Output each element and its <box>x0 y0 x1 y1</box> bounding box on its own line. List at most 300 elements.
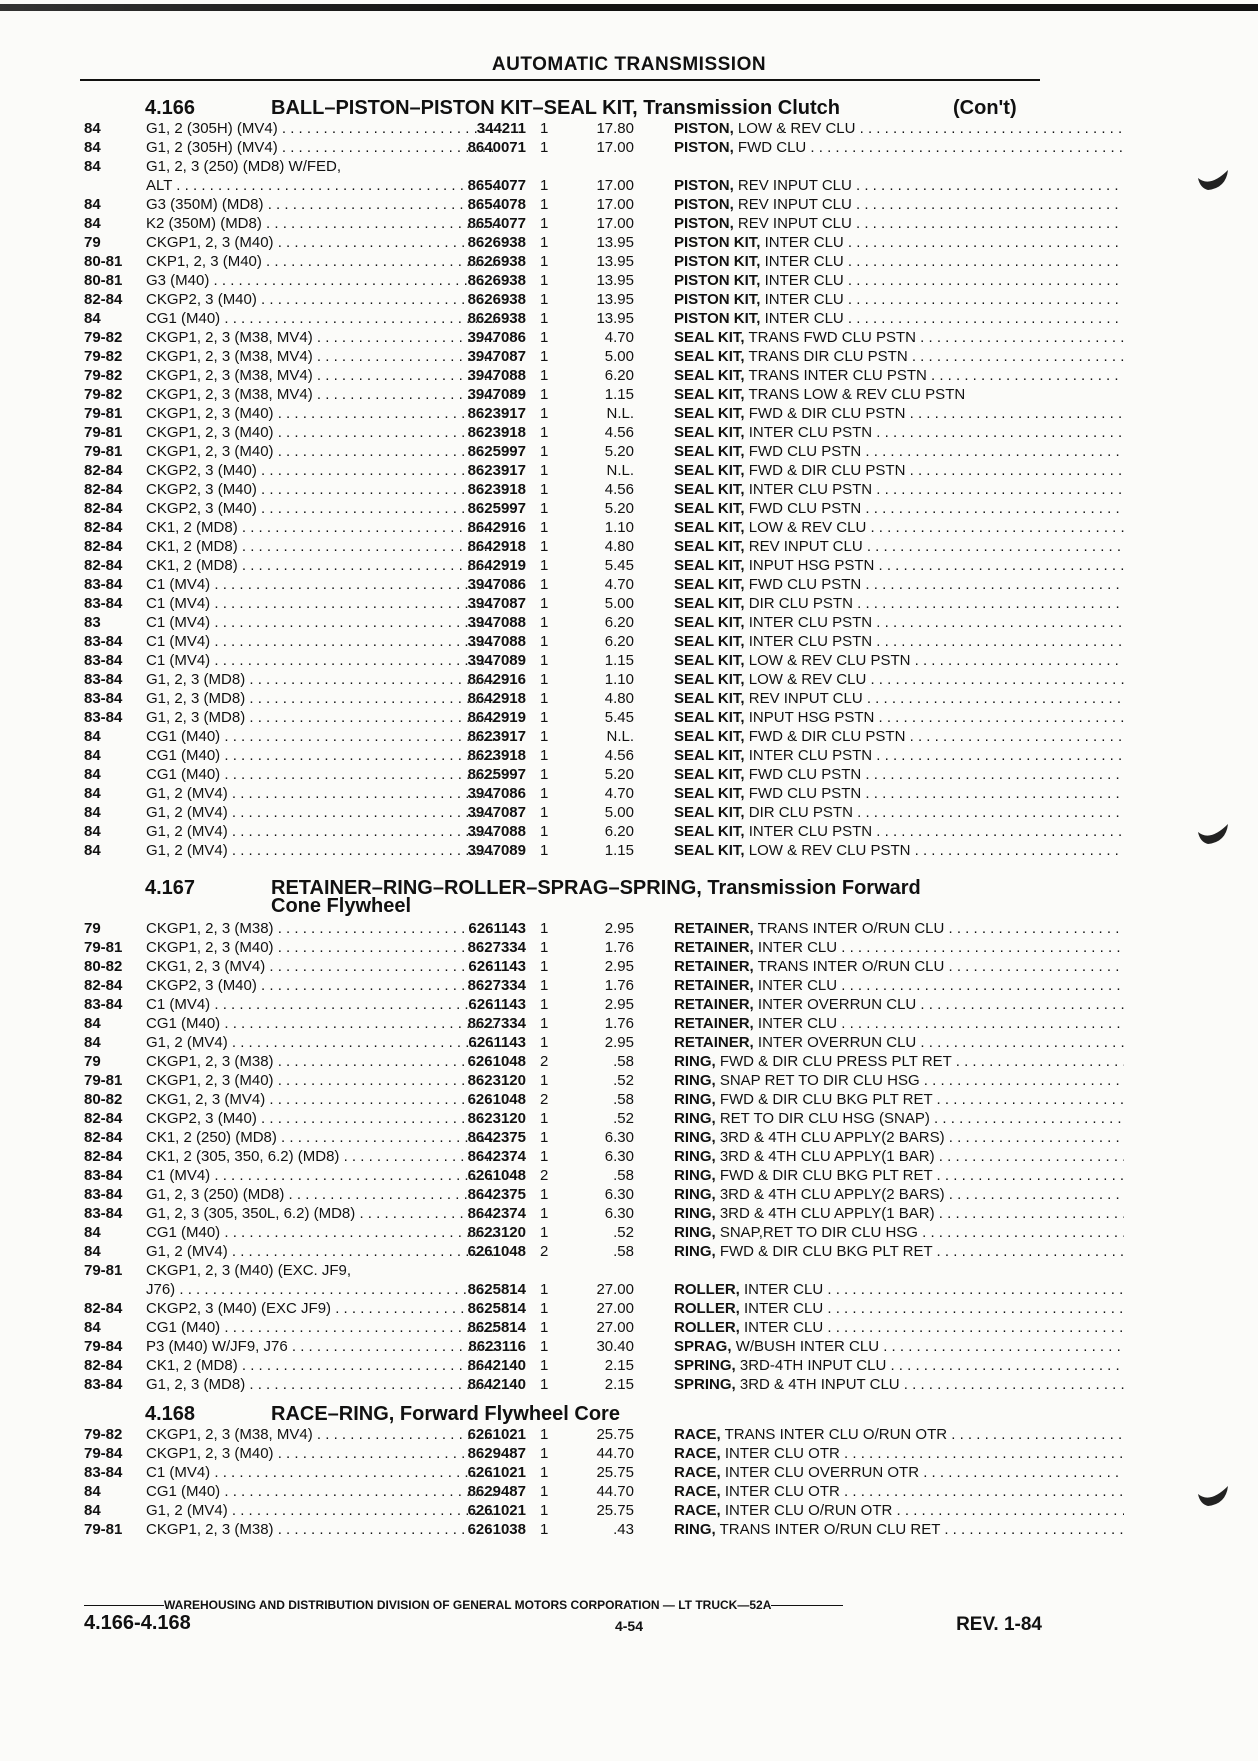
part-number: 8629487 <box>467 1483 526 1500</box>
description <box>674 328 1124 347</box>
model-year: 80-82 <box>84 958 123 975</box>
part-name: PISTON KIT, <box>674 234 761 251</box>
model-year: 79-81 <box>84 405 123 422</box>
quantity: 1 <box>540 804 549 821</box>
part-number: 8627334 <box>467 977 526 994</box>
part-detail: FWD CLU PSTN <box>748 785 862 802</box>
model-year: 83-84 <box>84 1205 123 1222</box>
application: K2 (350M) (MD8) . . . <box>146 214 498 233</box>
part-detail: INTER CLU <box>764 310 844 327</box>
quantity: 1 <box>540 709 549 726</box>
model-year: 83-84 <box>84 652 123 669</box>
quantity: 1 <box>540 785 549 802</box>
application: C1 (MV4) . . . <box>146 1166 498 1185</box>
model-year: 83-84 <box>84 690 123 707</box>
part-name: SEAL KIT, <box>674 785 745 802</box>
application: CG1 (M40) . . . <box>146 765 498 784</box>
part-number: 6261048 <box>467 1091 526 1108</box>
description <box>674 1463 1124 1482</box>
model-year: 82-84 <box>84 1300 123 1317</box>
part-number: 8625814 <box>467 1319 526 1336</box>
part-number: 8623917 <box>467 405 526 422</box>
model-year: 82-84 <box>84 462 123 479</box>
part-number: 8642916 <box>467 671 526 688</box>
description <box>674 252 1124 271</box>
part-detail: FWD CLU PSTN <box>748 576 862 593</box>
model-year: 79 <box>84 920 101 937</box>
description <box>674 1356 1124 1375</box>
application: CK1, 2 (250) (MD8) . . . <box>146 1128 498 1147</box>
model-year: 82-84 <box>84 291 123 308</box>
price: 5.45 <box>604 709 634 726</box>
part-name: SEAL KIT, <box>674 443 745 460</box>
price: 25.75 <box>596 1426 634 1443</box>
part-name: RING, <box>674 1186 716 1203</box>
quantity: 1 <box>540 595 549 612</box>
model-year: 80-81 <box>84 272 123 289</box>
quantity: 1 <box>540 633 549 650</box>
quantity: 1 <box>540 728 549 745</box>
description <box>674 1147 1124 1166</box>
price: 4.56 <box>604 481 634 498</box>
quantity: 1 <box>540 1521 549 1538</box>
model-year: 84 <box>84 139 101 156</box>
part-number: 8642919 <box>467 557 526 574</box>
description <box>674 1109 1124 1128</box>
quantity: 1 <box>540 614 549 631</box>
price: .43 <box>613 1521 634 1538</box>
part-name: RACE, <box>674 1445 721 1462</box>
part-detail: LOW & REV CLU <box>748 671 867 688</box>
description <box>674 1242 1124 1261</box>
quantity: 1 <box>540 977 549 994</box>
model-year: 83-84 <box>84 1186 123 1203</box>
part-detail: FWD & DIR CLU PSTN <box>748 405 906 422</box>
description <box>674 423 1124 442</box>
application: CKGP2, 3 (M40) . . . <box>146 1109 498 1128</box>
part-number: 8625814 <box>467 1281 526 1298</box>
price: 2.95 <box>604 958 634 975</box>
description <box>674 366 1124 385</box>
part-name: SEAL KIT, <box>674 557 745 574</box>
application: C1 (MV4) . . . <box>146 1463 498 1482</box>
application: G1, 2 (MV4) . . . <box>146 784 498 803</box>
part-number: 8642916 <box>467 519 526 536</box>
description <box>674 1128 1124 1147</box>
price: N.L. <box>606 728 634 745</box>
price: 13.95 <box>596 253 634 270</box>
part-name: SEAL KIT, <box>674 519 745 536</box>
description <box>674 1166 1124 1185</box>
part-number: 8623917 <box>467 462 526 479</box>
part-detail: INPUT HSG PSTN <box>748 709 875 726</box>
part-number: 8627334 <box>467 1015 526 1032</box>
price: 27.00 <box>596 1281 634 1298</box>
part-number: 8626938 <box>467 253 526 270</box>
description <box>674 176 1124 195</box>
part-number: 8629487 <box>467 1445 526 1462</box>
section-number: 4.166 <box>145 97 196 119</box>
price: 2.15 <box>604 1357 634 1374</box>
part-number: 8625997 <box>467 500 526 517</box>
model-year: 84 <box>84 158 101 175</box>
part-detail: REV INPUT CLU <box>737 215 852 232</box>
price: 5.45 <box>604 557 634 574</box>
part-detail: 3RD & 4TH CLU APPLY(2 BARS) <box>719 1129 945 1146</box>
model-year: 84 <box>84 728 101 745</box>
price: 17.00 <box>596 177 634 194</box>
part-detail: SNAP RET TO DIR CLU HSG <box>719 1072 920 1089</box>
model-year: 84 <box>84 1319 101 1336</box>
application: G1, 2, 3 (MD8) . . . <box>146 1375 498 1394</box>
part-number: 6261048 <box>467 1243 526 1260</box>
part-number: 8642140 <box>467 1357 526 1374</box>
footer-division-line <box>84 1598 1042 1612</box>
application: CKGP1, 2, 3 (M40) . . . <box>146 404 498 423</box>
part-detail: SNAP,RET TO DIR CLU HSG <box>719 1224 918 1241</box>
application: ALT . . . <box>146 176 498 195</box>
model-year: 82-84 <box>84 557 123 574</box>
price: 4.80 <box>604 538 634 555</box>
model-year: 84 <box>84 785 101 802</box>
application: CK1, 2 (MD8) . . . <box>146 556 498 575</box>
part-name: SEAL KIT, <box>674 614 745 631</box>
part-detail: LOW & REV CLU PSTN <box>748 842 911 859</box>
model-year: 82-84 <box>84 1129 123 1146</box>
part-number: 3947088 <box>467 367 526 384</box>
part-number: 6261143 <box>468 996 526 1013</box>
model-year: 84 <box>84 823 101 840</box>
part-name: RETAINER, <box>674 958 754 975</box>
application: CKGP2, 3 (M40) (EXC JF9) . . . <box>146 1299 498 1318</box>
part-number: 8623918 <box>467 747 526 764</box>
quantity: 1 <box>540 823 549 840</box>
quantity: 1 <box>540 1483 549 1500</box>
description <box>674 556 1124 575</box>
application: CKGP1, 2, 3 (M40) (EXC. JF9, <box>146 1262 352 1279</box>
price: 4.80 <box>604 690 634 707</box>
part-number: 8642374 <box>467 1205 526 1222</box>
part-detail: INTER CLU O/RUN OTR <box>724 1502 893 1519</box>
part-number: 8642374 <box>467 1148 526 1165</box>
price: 6.20 <box>604 823 634 840</box>
binder-hole-icon <box>1196 812 1230 846</box>
quantity: 1 <box>540 1445 549 1462</box>
part-number: 6261038 <box>467 1521 526 1538</box>
part-detail: INTER OVERRUN CLU <box>757 996 917 1013</box>
part-name: PISTON, <box>674 120 734 137</box>
price: 27.00 <box>596 1319 634 1336</box>
quantity: 1 <box>540 958 549 975</box>
model-year: 82-84 <box>84 1357 123 1374</box>
description <box>674 195 1124 214</box>
part-detail: INTER CLU PSTN <box>748 633 873 650</box>
application: CKGP1, 2, 3 (M40) . . . <box>146 1071 498 1090</box>
application: C1 (MV4) . . . <box>146 995 498 1014</box>
part-detail: DIR CLU PSTN <box>748 804 853 821</box>
section-number: 4.168 <box>145 1403 196 1425</box>
part-detail: FWD & DIR CLU BKG PLT RET <box>719 1243 933 1260</box>
price: 1.10 <box>604 519 634 536</box>
application: G1, 2 (305H) (MV4) . . . <box>146 119 498 138</box>
part-number: 8626938 <box>467 310 526 327</box>
part-detail: INTER CLU <box>744 1300 824 1317</box>
quantity: 1 <box>540 462 549 479</box>
part-name: SEAL KIT, <box>674 595 745 612</box>
quantity: 1 <box>540 538 549 555</box>
part-number: 3947087 <box>467 348 526 365</box>
part-detail: INTER CLU PSTN <box>748 424 873 441</box>
part-name: RETAINER, <box>674 939 754 956</box>
part-number: 8623116 <box>468 1338 526 1355</box>
description <box>674 537 1124 556</box>
part-name: SEAL KIT, <box>674 747 745 764</box>
model-year: 79-81 <box>84 1521 123 1538</box>
quantity: 1 <box>540 1426 549 1443</box>
price: .52 <box>613 1110 634 1127</box>
part-number: 3947087 <box>467 595 526 612</box>
price: N.L. <box>606 405 634 422</box>
application: G1, 2, 3 (305, 350L, 6.2) (MD8) . . . <box>146 1204 498 1223</box>
model-year: 79-81 <box>84 939 123 956</box>
application: CKGP1, 2, 3 (M38, MV4) . . . <box>146 328 498 347</box>
quantity: 1 <box>540 1502 549 1519</box>
part-name: RING, <box>674 1072 716 1089</box>
part-detail: FWD CLU PSTN <box>748 443 862 460</box>
part-number: 8642140 <box>467 1376 526 1393</box>
quantity: 1 <box>540 1464 549 1481</box>
part-name: RETAINER, <box>674 1034 754 1051</box>
part-name: RACE, <box>674 1426 721 1443</box>
model-year: 79-82 <box>84 329 123 346</box>
part-detail: INTER CLU PSTN <box>748 823 873 840</box>
quantity: 1 <box>540 481 549 498</box>
part-detail: FWD CLU <box>737 139 807 156</box>
section-title: RACE–RING, Forward Flywheel Core <box>271 1403 620 1425</box>
part-detail: INTER CLU PSTN <box>748 747 873 764</box>
price: 1.10 <box>604 671 634 688</box>
description <box>674 708 1124 727</box>
quantity: 1 <box>540 1110 549 1127</box>
part-name: PISTON KIT, <box>674 272 761 289</box>
description <box>674 1444 1124 1463</box>
part-number: 3947089 <box>467 652 526 669</box>
part-detail: TRANS LOW & REV CLU PSTN <box>748 386 966 403</box>
price: 1.76 <box>604 977 634 994</box>
section-title: BALL–PISTON–PISTON KIT–SEAL KIT, Transmission Clutch <box>271 97 841 119</box>
model-year: 82-84 <box>84 519 123 536</box>
description <box>674 1425 1124 1444</box>
section-heading-4-167 <box>145 878 921 898</box>
price: 1.76 <box>604 939 634 956</box>
part-number: 8623120 <box>467 1110 526 1127</box>
application: CKGP1, 2, 3 (M38) . . . <box>146 1052 498 1071</box>
part-number: 6261021 <box>467 1426 526 1443</box>
description <box>674 461 1124 480</box>
model-year: 83-84 <box>84 595 123 612</box>
application: G3 (350M) (MD8) . . . <box>146 195 498 214</box>
price: 1.15 <box>604 842 634 859</box>
description <box>674 404 1124 423</box>
part-detail: REV INPUT CLU <box>748 538 863 555</box>
price: 6.30 <box>604 1148 634 1165</box>
part-detail: INTER CLU <box>764 272 844 289</box>
model-year: 82-84 <box>84 1110 123 1127</box>
application: C1 (MV4) . . . <box>146 651 498 670</box>
quantity: 1 <box>540 557 549 574</box>
part-number: 6261048 <box>467 1053 526 1070</box>
part-name: RING, <box>674 1224 716 1241</box>
part-name: SEAL KIT, <box>674 576 745 593</box>
quantity: 1 <box>540 1129 549 1146</box>
application: CG1 (M40) . . . <box>146 1482 498 1501</box>
model-year: 79-81 <box>84 443 123 460</box>
part-number: 3947088 <box>467 823 526 840</box>
model-year: 79-84 <box>84 1338 123 1355</box>
model-year: 84 <box>84 766 101 783</box>
application: C1 (MV4) . . . <box>146 594 498 613</box>
part-name: SEAL KIT, <box>674 348 745 365</box>
part-name: RING, <box>674 1243 716 1260</box>
price: 2.15 <box>604 1376 634 1393</box>
part-number: 8642375 <box>467 1129 526 1146</box>
part-detail: TRANS INTER CLU O/RUN OTR <box>724 1426 948 1443</box>
part-name: PISTON KIT, <box>674 310 761 327</box>
part-detail: INTER CLU OTR <box>724 1483 840 1500</box>
description <box>674 309 1124 328</box>
quantity: 1 <box>540 348 549 365</box>
part-detail: INTER CLU <box>744 1319 824 1336</box>
quantity: 1 <box>540 215 549 232</box>
model-year: 84 <box>84 310 101 327</box>
application: CK1, 2 (MD8) . . . <box>146 537 498 556</box>
description <box>674 1375 1124 1394</box>
price: .52 <box>613 1224 634 1241</box>
price: .52 <box>613 1072 634 1089</box>
model-year: 82-84 <box>84 538 123 555</box>
part-number: 3947087 <box>467 804 526 821</box>
description <box>674 1520 1124 1539</box>
part-name: RACE, <box>674 1464 721 1481</box>
part-number: 8625997 <box>467 766 526 783</box>
application: G1, 2 (MV4) . . . <box>146 1033 498 1052</box>
part-name: ROLLER, <box>674 1300 740 1317</box>
description <box>674 1204 1124 1223</box>
model-year: 83-84 <box>84 633 123 650</box>
application: G1, 2, 3 (250) (MD8) W/FED, <box>146 158 342 175</box>
description <box>674 746 1124 765</box>
part-number: 3947086 <box>467 329 526 346</box>
part-detail: W/BUSH INTER CLU <box>735 1338 880 1355</box>
price: 17.80 <box>596 120 634 137</box>
application: CKGP1, 2, 3 (M38) . . . <box>146 919 498 938</box>
part-name: RETAINER, <box>674 977 754 994</box>
part-name: RING, <box>674 1053 716 1070</box>
application: CKGP1, 2, 3 (M38, MV4) . . . <box>146 1425 498 1444</box>
application: CK1, 2 (MD8) . . . <box>146 1356 498 1375</box>
quantity: 1 <box>540 272 549 289</box>
part-detail: INTER CLU <box>757 939 838 956</box>
part-number: 8623120 <box>467 1072 526 1089</box>
part-number: 8642375 <box>467 1186 526 1203</box>
description <box>674 442 1124 461</box>
quantity: 1 <box>540 690 549 707</box>
description <box>674 119 1124 138</box>
part-detail: INTER CLU <box>744 1281 824 1298</box>
part-detail: DIR CLU PSTN <box>748 595 853 612</box>
quantity: 1 <box>540 443 549 460</box>
quantity: 1 <box>540 652 549 669</box>
section-title-cont: Cone Flywheel <box>271 895 412 917</box>
application: CKGP1, 2, 3 (M38, MV4) . . . <box>146 385 498 404</box>
price: 4.70 <box>604 329 634 346</box>
section-heading-4-166 <box>145 97 1017 119</box>
price: 5.00 <box>604 595 634 612</box>
part-name: PISTON, <box>674 215 734 232</box>
application: CG1 (M40) . . . <box>146 1318 498 1337</box>
model-year: 84 <box>84 215 101 232</box>
description <box>674 1071 1124 1090</box>
part-detail: TRANS INTER O/RUN CLU <box>757 958 945 975</box>
model-year: 83-84 <box>84 709 123 726</box>
part-name: SEAL KIT, <box>674 652 745 669</box>
price: 5.20 <box>604 443 634 460</box>
price: 13.95 <box>596 234 634 251</box>
price: 6.20 <box>604 614 634 631</box>
application: G1, 2, 3 (MD8) . . . <box>146 670 498 689</box>
model-year: 83-84 <box>84 671 123 688</box>
quantity: 1 <box>540 234 549 251</box>
description <box>674 480 1124 499</box>
price: 5.20 <box>604 766 634 783</box>
price: 4.56 <box>604 747 634 764</box>
part-detail: LOW & REV CLU <box>737 120 856 137</box>
quantity: 1 <box>540 996 549 1013</box>
price: 6.20 <box>604 367 634 384</box>
part-number: 6261021 <box>467 1464 526 1481</box>
application: CG1 (M40) . . . <box>146 1014 498 1033</box>
part-number: 8654077 <box>467 215 526 232</box>
part-name: PISTON, <box>674 196 734 213</box>
model-year: 83 <box>84 614 101 631</box>
model-year: 84 <box>84 196 101 213</box>
part-number: 6261143 <box>468 920 526 937</box>
model-year: 79-84 <box>84 1445 123 1462</box>
quantity: 1 <box>540 1319 549 1336</box>
part-detail: RET TO DIR CLU HSG (SNAP) <box>719 1110 930 1127</box>
part-name: SEAL KIT, <box>674 329 745 346</box>
description <box>674 995 1124 1014</box>
part-name: SPRAG, <box>674 1338 732 1355</box>
part-number: 344211 <box>476 120 526 137</box>
description <box>674 518 1124 537</box>
description <box>674 1501 1124 1520</box>
part-name: RING, <box>674 1129 716 1146</box>
description <box>674 976 1124 995</box>
part-number: 8640071 <box>467 139 526 156</box>
quantity: 1 <box>540 1300 549 1317</box>
part-detail: INTER CLU <box>757 1015 838 1032</box>
description <box>674 765 1124 784</box>
application: CKP1, 2, 3 (M40) . . . <box>146 252 498 271</box>
description <box>674 1052 1124 1071</box>
model-year: 82-84 <box>84 481 123 498</box>
application: CKGP1, 2, 3 (M40) . . . <box>146 233 498 252</box>
application: CKGP2, 3 (M40) . . . <box>146 976 498 995</box>
part-number: 3947086 <box>467 785 526 802</box>
part-number: 3947089 <box>467 842 526 859</box>
description <box>674 347 1124 366</box>
